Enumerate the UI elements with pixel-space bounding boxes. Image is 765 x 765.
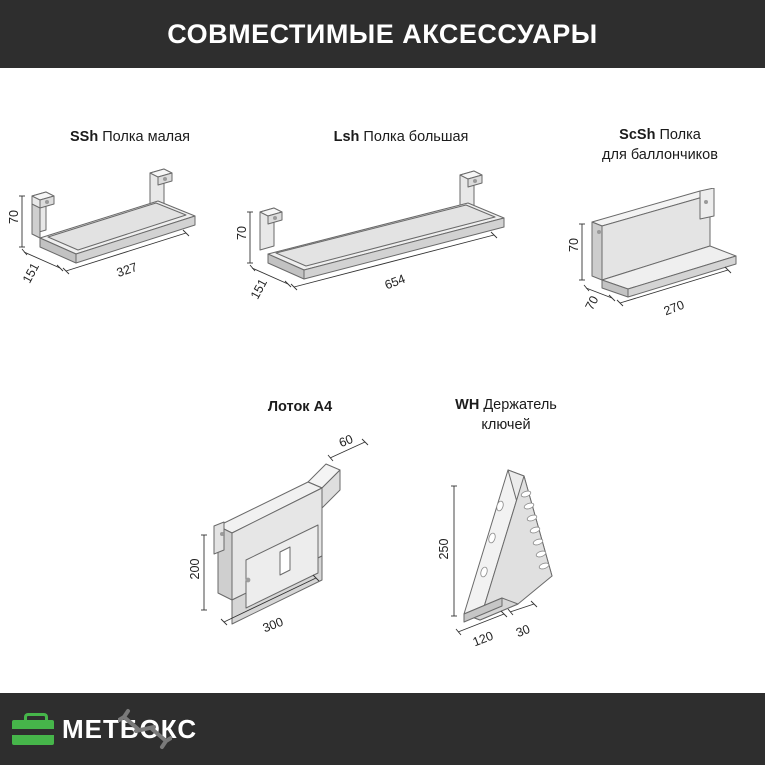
item-ssh-dim-width: 327 [114,259,140,281]
item-ssh [7,128,240,286]
footer-bar [0,693,765,765]
brand-name: МЕТБОКС [62,713,198,744]
accessories-diagram [0,68,765,693]
item-ssh-dim-height: 70 [7,210,21,224]
item-lsh-svg [236,168,546,313]
item-wh-name: Держатель [483,397,557,413]
item-tray-a4-dim-width: 300 [260,614,286,636]
item-tray-a4-svg [180,430,410,630]
item-wh-caption [426,396,586,435]
item-tray-a4-dim-depth: 60 [337,431,355,451]
item-scsh-caption [580,126,740,165]
item-wh-drawing [420,464,610,659]
item-tray-a4-caption [190,398,410,418]
toolbox-icon [8,710,58,748]
item-tray-a4-code: Лоток [267,399,310,415]
item-scsh-dim-depth: 70 [582,293,602,313]
item-lsh [235,128,546,302]
item-tray-a4 [180,398,410,636]
item-tray-a4-name: A4 [313,399,333,415]
header-bar [0,0,765,68]
item-scsh-name: Полка [659,127,701,143]
item-ssh-drawing [7,168,240,308]
item-scsh-dim-height: 70 [567,238,581,252]
item-ssh-svg [10,168,240,308]
item-wh-dim-depth: 30 [514,621,532,641]
item-wh-code: WH [455,397,480,413]
item-scsh-dim-width: 270 [661,297,687,319]
item-tray-a4-dim-height: 200 [188,558,202,580]
page-title: СОВМЕСТИМЫЕ АКСЕССУАРЫ [167,18,598,49]
item-scsh-drawing [560,188,760,328]
item-scsh [560,126,760,319]
item-wh-dim-width: 120 [470,628,496,650]
item-wh-name2: ключей [481,416,531,433]
item-ssh-name: Полка малая [102,129,191,145]
item-wh [420,396,610,650]
item-lsh-drawing [236,168,546,313]
item-ssh-dim-depth: 151 [19,260,43,286]
item-lsh-name: Полка большая [363,129,469,145]
item-lsh-code: Lsh [333,129,360,145]
item-lsh-dim-height: 70 [235,226,249,240]
item-scsh-name2: для баллончиков [602,146,718,163]
item-lsh-dim-width: 654 [382,271,408,293]
item-ssh-caption [20,128,240,148]
item-tray-a4-drawing [180,430,410,636]
item-lsh-caption [256,128,546,148]
item-scsh-code: ScSh [619,127,656,143]
item-wh-dim-height: 250 [437,538,451,560]
wrench-icon [118,707,172,751]
item-ssh-code: SSh [69,129,99,145]
item-lsh-dim-depth: 151 [247,276,271,302]
